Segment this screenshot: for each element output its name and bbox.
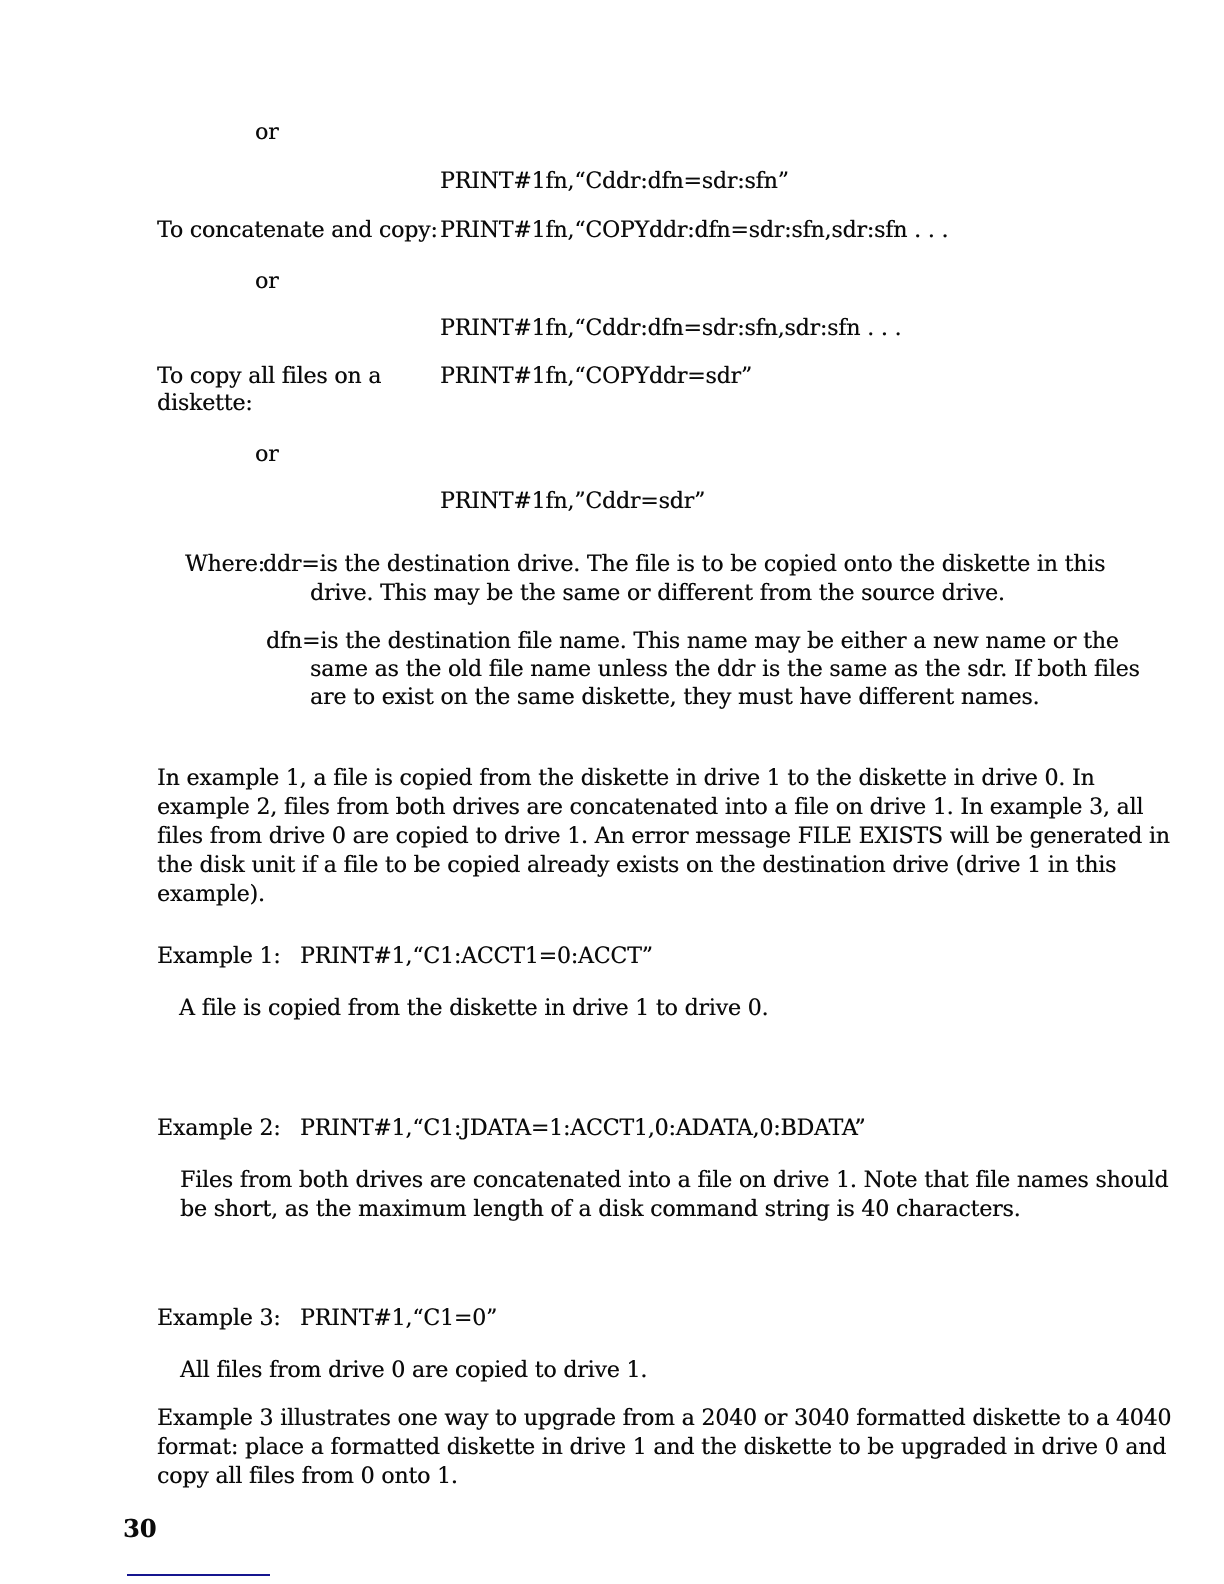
example-3-label: Example 3:: [157, 1306, 281, 1331]
example-2-label: Example 2:: [157, 1116, 281, 1141]
command-copy-file-alt: PRINT#1fn,“Cddr:dfn=sdr:sfn”: [440, 169, 789, 194]
command-concatenate-alt: PRINT#1fn,“Cddr:dfn=sdr:sfn,sdr:sfn . . .: [440, 316, 902, 341]
command-copy-all-alt: PRINT#1fn,”Cddr=sdr”: [440, 489, 706, 514]
example-1-label: Example 1:: [157, 944, 281, 969]
row-copy-all-label-line1: To copy all files on a: [157, 364, 382, 389]
discussion-line: files from drive 0 are copied to drive 1. An error message FILE EXISTS will be generated in: [157, 824, 1170, 849]
example-1-command: PRINT#1,“C1:ACCT1=0:ACCT”: [300, 944, 653, 969]
example-1-caption: A file is copied from the diskette in drive 1 to drive 0.: [179, 996, 769, 1021]
or-connector: or: [255, 269, 279, 294]
page-number: 30: [123, 1514, 157, 1543]
or-connector: or: [255, 442, 279, 467]
example-2-caption: be short, as the maximum length of a disk command string is 40 characters.: [180, 1197, 1021, 1222]
where-ddr-line: drive. This may be the same or different from the source drive.: [310, 581, 1005, 606]
closing-line: Example 3 illustrates one way to upgrade from a 2040 or 3040 formatted diskette to a 4040: [157, 1406, 1172, 1431]
row-concatenate-label: To concatenate and copy:: [157, 218, 438, 243]
discussion-line: the disk unit if a file to be copied already exists on the destination drive (drive 1 in this: [157, 853, 1117, 878]
row-copy-all-label: [157, 363, 381, 417]
example-2-caption: Files from both drives are concatenated into a file on drive 1. Note that file names should: [180, 1168, 1169, 1193]
where-ddr-line: ddr=is the destination drive. The file is to be copied onto the diskette in this: [263, 552, 1106, 577]
command-concatenate: PRINT#1fn,“COPYddr:dfn=sdr:sfn,sdr:sfn . . .: [440, 218, 949, 243]
where-dfn-line: are to exist on the same diskette, they must have different names.: [310, 685, 1040, 710]
where-label: Where:: [185, 552, 265, 577]
discussion-line: In example 1, a file is copied from the diskette in drive 1 to the diskette in drive 0. In: [157, 766, 1095, 791]
closing-line: format: place a formatted diskette in drive 1 and the diskette to be upgraded in drive 0 and: [157, 1435, 1167, 1460]
closing-line: copy all files from 0 onto 1.: [157, 1464, 458, 1489]
example-2-command: PRINT#1,“C1:JDATA=1:ACCT1,0:ADATA,0:BDATA”: [300, 1116, 866, 1141]
where-dfn-line: dfn=is the destination file name. This name may be either a new name or the: [266, 629, 1119, 654]
row-copy-all-label-line2: diskette:: [157, 391, 253, 416]
or-connector: or: [255, 120, 279, 145]
discussion-line: example 2, files from both drives are concatenated into a file on drive 1. In example 3, all: [157, 795, 1144, 820]
example-3-caption: All files from drive 0 are copied to drive 1.: [180, 1358, 648, 1383]
example-3-command: PRINT#1,“C1=0”: [300, 1306, 498, 1331]
command-copy-all: PRINT#1fn,“COPYddr=sdr”: [440, 364, 752, 389]
where-dfn-line: same as the old file name unless the ddr is the same as the sdr. If both files: [310, 657, 1140, 682]
footer-rule: [127, 1574, 270, 1576]
discussion-line: example).: [157, 882, 265, 907]
